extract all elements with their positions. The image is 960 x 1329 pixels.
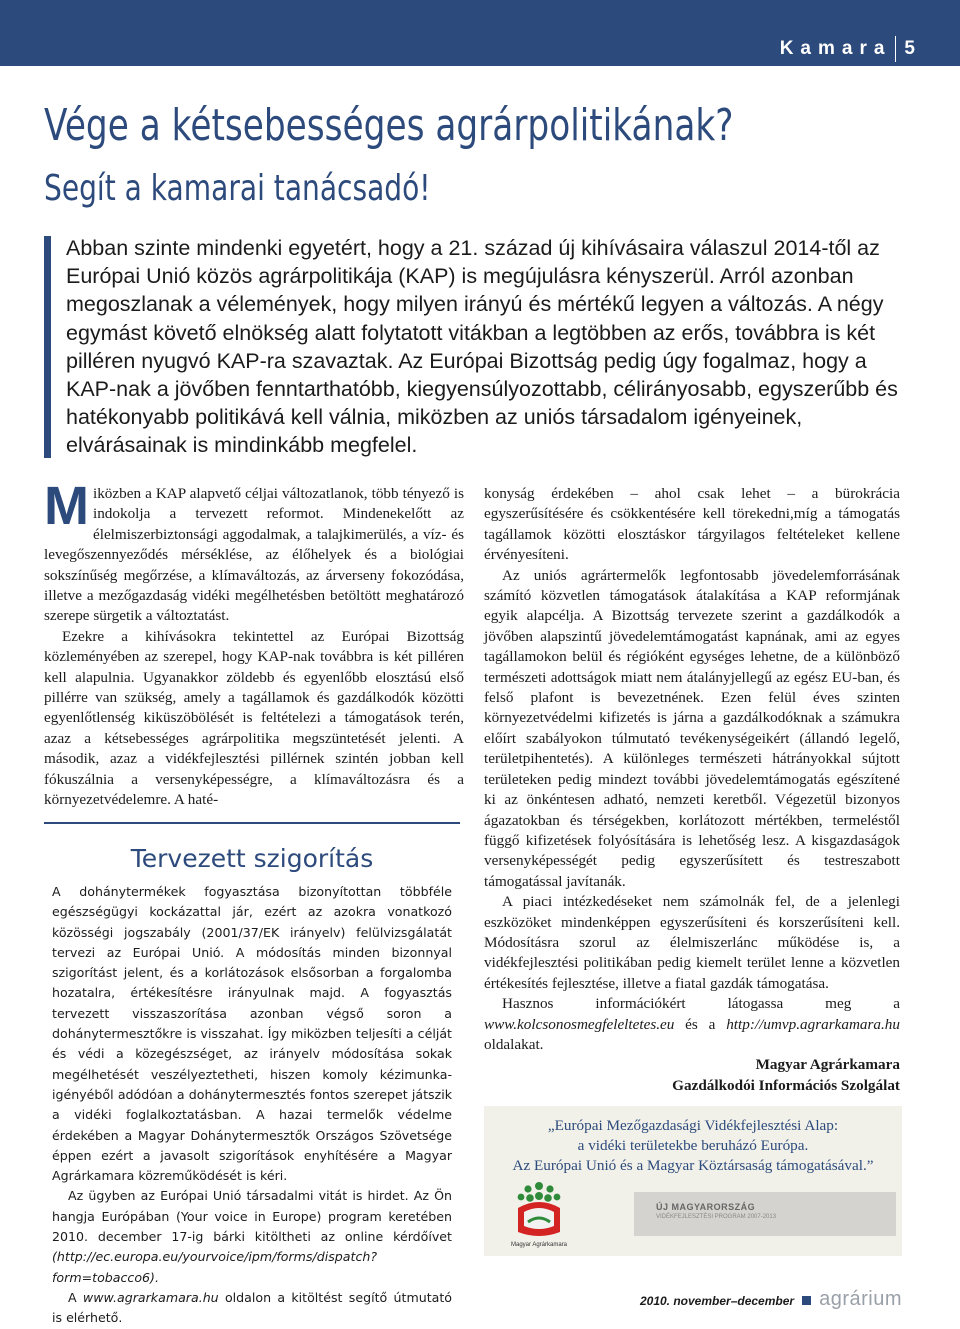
eu-funding-text [484, 1116, 902, 1176]
box-p2-text: Az ügyben az Európai Unió társadalmi vitát is hirdet. Az Ön hangja Európában (Your voice in Europe) program keretében 2010. december 17-ig bárki kitöltheti az online kérdőívet [52, 1188, 452, 1245]
box-paragraph-3 [52, 1288, 452, 1329]
header-bar [0, 0, 960, 66]
eu-line-2: a vidéki területekbe beruházó Európa. [577, 1137, 809, 1154]
header-divider [895, 36, 896, 62]
right-paragraph-2: Az uniós agrártermelők legfontosabb jövedelemforrásának számító közvetlen támogatások átalakítása a KAP reformjának egyik alapcélja. A Bizottság tervezete szerint a gazdálkodók a jövőben alapszintű jövedelemtámogatást kapnának, ami az egyes tagállamokon belül és régióként egységes lehetne, de a különböző természeti adottságok miatt nem átalányjellegű az egész EU-ban, és felső plafont is bevezetnének. Ezen felül éves szinten környezetvédelmi kifizetés is járna a gazdálkodóknak a számukra előírt szabályokon túlmutató tevékenységeikért (állandó legelő, területpihentetés). A különleges természeti hátrányokkal sújtott területeken pedig mindezt további jövedelemtámogatás egészítené ki az önkéntesen adható, nemzeti keretből. Végezetül bizonyos ágazatokban és térségekben, korlátozott mértékben, termeléstől függő kifizetések folyósítására is lehetőség lesz. A kisgazdaságok versenyképességét pedig egyszerűsített és testreszabott támogatással javítanák. [484, 566, 900, 890]
program-subtitle: VIDÉKFEJLESZTÉSI PROGRAM 2007-2013 [656, 1214, 777, 1220]
box-p3-suffix: oldalon a kitöltést segítő útmutató is elérhető. [52, 1289, 452, 1326]
page-footer [640, 1288, 902, 1311]
link-agrarkamara[interactable]: www.agrarkamara.hu [82, 1289, 219, 1305]
left-paragraph-2: Ezekre a kihívásokra tekintettel az Európai Bizottság közleményében az szerepel, hogy KAP-nak továbbra is két pilléren kell alapulnia. Ugyanakkor zöldebb és egyenlőbb elosztású első pillérre van szükség, amely a tagállamok és gazdálkodók közötti egyenlőtlenség kiküszöbölését is feltételezi a támogatások terén, azaz a kétsebességes agrárpolitika megszüntetését jelenti. A második, azaz a vidékfejlesztési pillérnek szintén jobban kell fókuszálnia a versenyképességre, a klímaváltozásra és a környezetvédelemre. A haté- [44, 627, 464, 809]
program-logo-strip [634, 1192, 896, 1236]
left-column [44, 476, 464, 811]
article-subtitle: Segít a kamarai tanácsadó! [44, 168, 431, 209]
links-suffix: oldalakat. [484, 1035, 544, 1053]
right-paragraph-3: A piaci intézkedéseket nem számolnák fel, de a jelenlegi eszközöket mindenképpen egyszerűsíteni és korszerűsíteni kell. Módosításra szorul az élelmiszerlánc működése is, a vidékfejlesztési politikában pedig kiemelt terület lenne a közvetlen értékesítés fejlesztése, illetve a fiatal gazdák támogatása. [484, 893, 900, 992]
sidebar-box [52, 842, 452, 1329]
link-yourvoice[interactable]: (http://ec.europa.eu/yourvoice/ipm/forms/dispatch?form=tobacco6). [52, 1249, 378, 1285]
magazine-name: agrárium [819, 1288, 902, 1310]
signature-dept: Gazdálkodói Információs Szolgálat [672, 1076, 900, 1094]
links-middle: és a [674, 1015, 727, 1033]
sidebar-box-title: Tervezett szigorítás [130, 844, 374, 873]
sidebar-box-body [52, 882, 452, 1329]
box-paragraph-1: A dohánytermékek fogyasztása bizonyítottan többféle egészségügyi kockázattal jár, ezért az azokra vonatkozó közösségi jogszabály (2001/37/EK irányelv) felülvizsgálatát tervezi az Európai Unió. A módosítás minden bizonnyal szigorítást jelent, és a korlátozások elsősorban a forgalomba hozatalra, értékesítésre irányulnak majd. A fogyasztás tervezett visszaszorítása azonban végső soron a dohánytermesztőkre is visszahat. Így miközben teljesíti a célját és védi a közegészséget, az irányelv módosítása sokak megélhetését veszélyeztetheti, hiszen komoly kézimunka-igényéből adódóan a dohánytermesztés fontos szerepet játszik a vidéki foglalkoztatásban. A hazai termelők védelme érdekében a Magyar Dohánytermesztők Országos Szövetsége éppen ezért a javasolt szigorítások enyhítésére a Magyar Agrárkamara közreműködését is kéri. [52, 884, 452, 1184]
left-paragraph-1 [44, 476, 464, 627]
sidebar-box-rule [44, 822, 460, 824]
right-paragraph-4 [484, 994, 900, 1055]
link-kolcsonos[interactable]: www.kolcsonosmegfeleltetes.eu [484, 1015, 675, 1033]
eu-line-3: Az Európai Unió és a Magyar Köztársaság támogatásával.” [512, 1157, 874, 1174]
lead-paragraph: Abban szinte mindenki egyetért, hogy a 21. század új kihívásaira válaszul 2014-től az Európai Unió közös agrárpolitikája (KAP) is megújulásra kényszerül. Arról azonban megoszlanak a vélemények, hogy milyen irányú és mértékű legyen a változás. A négy egymást követő elnökség alatt folytatott vitákban a legtöbben az erős, továbbra is két pilléren nyugvó KAP-ra szavaztak. Az Európai Bizottság pedig úgy fogalmaz, hogy a KAP-nak a jövőben fenntarthatóbb, kiegyensúlyozottabb, célirányosabb, egyszerűbb és hatékonyabb politikává kell válnia, miközben az uniós társadalom igényeinek, elvárásainak is mindinkább megfelel. [66, 236, 898, 458]
eu-funding-banner [484, 1106, 902, 1256]
lead-accent-bar [44, 236, 51, 458]
issue-date: 2010. november–december [639, 1294, 795, 1308]
dropcap-letter: M [44, 476, 89, 536]
logo-caption: Magyar Agrárkamara [510, 1242, 568, 1248]
section-name: Kamara [779, 38, 892, 59]
eu-line-1: „Európai Mezőgazdasági Vidékfejlesztési Alap: [547, 1117, 839, 1134]
eu-stars-icon [494, 1178, 584, 1242]
box-p3-prefix: A [68, 1289, 83, 1305]
signature-org: Magyar Agrárkamara [755, 1056, 900, 1074]
link-umvp[interactable]: http://umvp.agrarkamara.hu [726, 1015, 900, 1033]
box-paragraph-2 [52, 1186, 452, 1287]
square-bullet-icon [802, 1296, 811, 1305]
eu-flag-logo-icon [494, 1178, 584, 1252]
article-title: Vége a kétsebességes agrárpolitikának? [44, 100, 734, 151]
left-paragraph-1-text: iközben a KAP alapvető céljai változatlanok, több tényező is indokolja a tervezett reformot. Mindenekelőtt az élelmiszerbiztonsági aggodalmak, a talajkimerülés, a víz- és levegőszennyeződés mérséklése, az élőhelyek és a biológiai sokszínűség megőrzése, a klímaváltozás, az árverseny fokozódása, illetve a mezőgazdaság vidéki megélhetésben betöltött meghatározó szerepe sürgetik a változtatást. [44, 485, 464, 625]
section-header [780, 36, 922, 62]
links-prefix: Hasznos információkért látogassa meg a [502, 995, 900, 1013]
program-name: ÚJ MAGYARORSZÁG [656, 1202, 756, 1212]
right-column [484, 484, 900, 1096]
page-number: 5 [904, 38, 922, 59]
right-paragraph-1: konyság érdekében – ahol csak lehet – a bürokrácia egyszerűsítésére és csökkentésére kell törekedni,míg a támogatás tagállamok közötti elosztáskor tárgyilagos feltételeket kellene érvényesíteni. [484, 485, 900, 564]
